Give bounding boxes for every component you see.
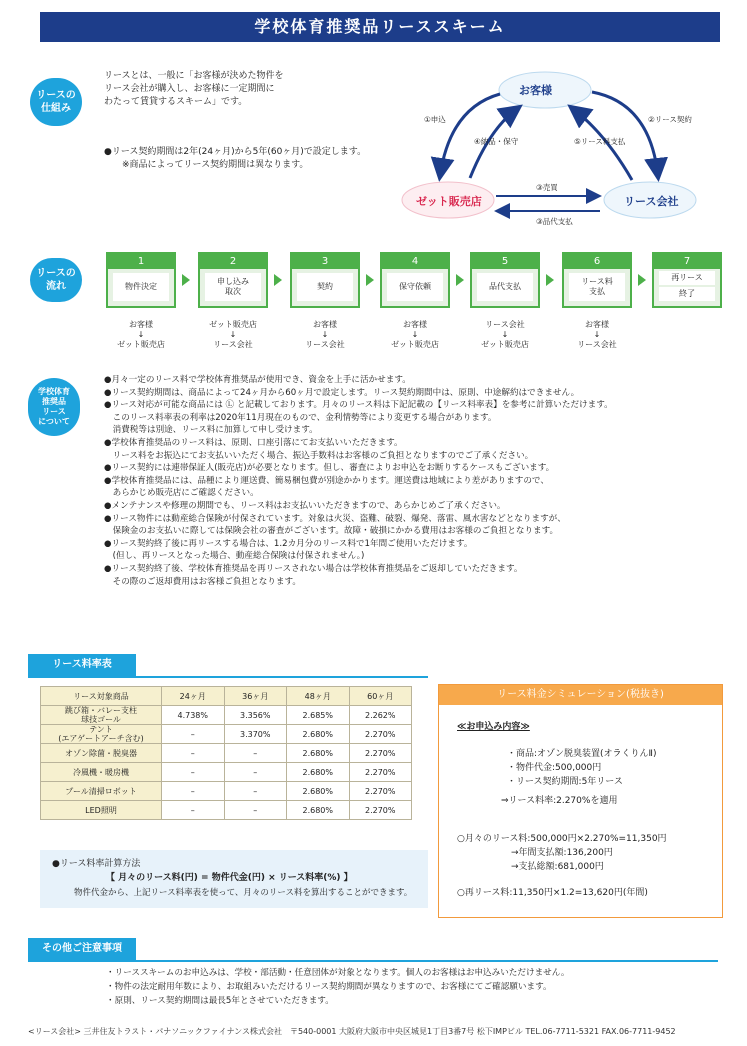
footer: <リース会社> 三井住友トラスト・パナソニックファイナンス株式会社 〒540-0001 大阪府大阪市中央区城見1丁目3番7号 松下IMPビル TEL.06-7711-5321 FAX.06-7711-9452	[28, 1027, 676, 1036]
flow-step-number: 1	[108, 254, 174, 269]
calc-heading: ●リース料率計算方法	[52, 859, 141, 869]
down-arrow-icon: ↓	[229, 330, 237, 339]
rate-value-cell: 2.680%	[287, 725, 350, 744]
rate-table-row	[41, 725, 412, 744]
about-item: その際のご返却費用はお客様ご負担となります。	[104, 576, 301, 587]
rate-calc-box	[40, 850, 428, 908]
about-item: ●月々一定のリース料で学校体育推奨品が使用でき、資金を上手に活かせます。	[104, 375, 411, 385]
flow-arrow-icon	[638, 274, 646, 286]
intro-line: リースとは、一般に「お客様が決めた物件を	[104, 71, 284, 81]
about-item: このリース料率表の利率は2020年11月現在のもので、金利情勢等により変更する場合があります。	[104, 412, 497, 423]
flow-step-parties	[290, 320, 360, 350]
rate-item-cell: LED照明	[41, 801, 162, 820]
flow-from: お客様	[129, 320, 153, 329]
rate-value-cell: –	[224, 763, 287, 782]
rate-header-cell: 60ヶ月	[349, 687, 412, 706]
lease-intro	[104, 70, 394, 109]
rate-value-cell: –	[162, 763, 225, 782]
flow-contract-label: ②リース契約	[648, 115, 692, 124]
rate-value-cell: –	[162, 744, 225, 763]
about-item: 保険金のお支払いに際しては保険会社の審査がございます。故障・破損にかかる費用はお客様のご負担となります。	[104, 526, 559, 537]
flow-contract-arrow	[592, 92, 658, 176]
lease-co-node: リース会社	[624, 195, 679, 208]
flow-arrow-icon	[274, 274, 282, 286]
customer-node: お客様	[519, 84, 552, 97]
rate-table-header-row	[41, 687, 412, 706]
simulation-rate: ⇒リース料率:2.270%を適用	[501, 796, 618, 806]
flow-step-label: 契約	[297, 273, 353, 301]
flow-payment-label: ⑤リース料支払	[574, 137, 626, 146]
rate-header-cell: リース対象商品	[41, 687, 162, 706]
rate-item-cell: テント (エアゲートアーチ含む)	[41, 725, 162, 744]
flow-arrow-icon	[546, 274, 554, 286]
flow-step-parties	[562, 320, 632, 350]
flow-arrow-icon	[456, 274, 464, 286]
rate-value-cell: 2.262%	[349, 706, 412, 725]
flow-arrow-icon	[366, 274, 374, 286]
flow-step	[106, 252, 176, 308]
about-item: ●リース対応が可能な商品には Ⓛ と記載しております。月々のリース料は下記記載の【リース料率表】を参考に計算いただけます。	[104, 400, 613, 411]
flow-step-label: 終了	[659, 287, 715, 301]
about-item: ●リース契約期間は、商品によって24ヶ月から60ヶ月で設定します。リース契約期間中は、原則、中途解約はできません。	[104, 387, 580, 398]
rate-value-cell: –	[224, 782, 287, 801]
simulation-annual: →年間支払額:136,200円	[511, 848, 613, 858]
simulation-title: リース料金シミュレーション(税抜き)	[439, 685, 722, 705]
flow-to: リース会社	[305, 340, 345, 349]
page-title: 学校体育推奨品リーススキーム	[40, 12, 720, 42]
rate-item-cell: プール清掃ロボット	[41, 782, 162, 801]
flow-step	[290, 252, 360, 308]
flow-step-parties	[470, 320, 540, 350]
flow-step-number: 7	[654, 254, 720, 269]
simulation-item: ・物件代金:500,000円	[507, 763, 602, 773]
calc-note: 物件代金から、上記リース料率表を使って、月々のリース料を算出することができます。	[74, 888, 413, 898]
flow-to: リース会社	[577, 340, 617, 349]
flow-from: お客様	[403, 320, 427, 329]
simulation-monthly: ○月々のリース料:500,000円×2.270%=11,350円	[457, 834, 667, 844]
lease-period-note: ※商品によってリース契約期間は異なります。	[122, 160, 309, 170]
rate-value-cell: 3.370%	[224, 725, 287, 744]
rate-table-tab: リース料率表	[28, 654, 136, 676]
flow-step-number: 4	[382, 254, 448, 269]
down-arrow-icon: ↓	[137, 330, 145, 339]
about-item: リース料をお振込にてお支払いいただく場合、振込手数料はお客様のご負担となりますのでご了承ください。	[104, 450, 534, 461]
rate-table-row	[41, 782, 412, 801]
rate-item-cell: 冷風機・暖房機	[41, 763, 162, 782]
flow-step-label: 物件決定	[113, 273, 169, 301]
dealer-node: ゼット販売店	[416, 195, 482, 208]
rate-header-cell: 36ヶ月	[224, 687, 287, 706]
flow-sale-label: ③売買	[536, 183, 558, 192]
flow-step	[562, 252, 632, 308]
rate-table-row	[41, 744, 412, 763]
notes-rule	[28, 960, 718, 962]
about-item: ●リース契約終了後に再リースする場合は、1.2カ月分のリース料で1年間ご使用いただけます。	[104, 538, 473, 549]
rate-header-cell: 48ヶ月	[287, 687, 350, 706]
flow-step-number: 5	[472, 254, 538, 269]
lease-flow-tag: リースの 流れ	[30, 258, 82, 302]
simulation-total: →支払総額:681,000円	[511, 862, 604, 872]
rate-item-cell: 跳び箱・バレー支柱 球技ゴール	[41, 706, 162, 725]
down-arrow-icon: ↓	[501, 330, 509, 339]
rate-value-cell: 2.680%	[287, 744, 350, 763]
flow-apply-label: ①申込	[424, 115, 446, 124]
rate-table-row	[41, 763, 412, 782]
flow-to: ゼット販売店	[481, 340, 529, 349]
lease-scheme-diagram	[400, 58, 730, 238]
down-arrow-icon: ↓	[411, 330, 419, 339]
rate-item-cell: オゾン除菌・脱臭器	[41, 744, 162, 763]
flow-step-label: 品代支払	[477, 273, 533, 301]
intro-line: リース会社が購入し、お客様に一定期間に	[104, 84, 275, 94]
about-lease-tag: 学校体育 推奨品 リース について	[28, 378, 80, 436]
rate-value-cell: 2.270%	[349, 763, 412, 782]
note-item: ・原則、リース契約期間は最長5年とさせていただきます。	[106, 996, 334, 1006]
flow-step	[380, 252, 450, 308]
rate-value-cell: –	[162, 725, 225, 744]
about-item: あらかじめ販売店にご確認ください。	[104, 488, 259, 499]
intro-line: わたって賃貸するスキーム」です。	[104, 97, 248, 107]
rate-table-row	[41, 706, 412, 725]
notes-list	[106, 966, 569, 1008]
flow-step-number: 3	[292, 254, 358, 269]
flow-step	[470, 252, 540, 308]
rate-table-row	[41, 801, 412, 820]
flow-from: お客様	[585, 320, 609, 329]
flow-delivery-label: ④納品・保守	[474, 137, 519, 146]
lease-mechanism-tag: リースの 仕組み	[30, 78, 82, 126]
rate-value-cell: 2.270%	[349, 782, 412, 801]
about-item: ●学校体育推奨品には、品種により運送費、簡易梱包費が別途かかります。運送費は地域により差がありますので、	[104, 475, 549, 486]
about-item: (但し、再リースとなった場合、動産総合保険は付保されません。)	[104, 551, 365, 562]
rate-value-cell: 3.356%	[224, 706, 287, 725]
about-item: ●メンテナンスや修理の期間でも、リース料はお支払いいただきますので、あらかじめご了承ください。	[104, 500, 506, 511]
rate-value-cell: –	[224, 801, 287, 820]
flow-step	[198, 252, 268, 308]
rate-value-cell: –	[162, 801, 225, 820]
rate-value-cell: 2.270%	[349, 744, 412, 763]
rate-table	[40, 686, 412, 820]
note-item: ・物件の法定耐用年数により、お取組みいただけるリース契約期間が異なりますので、お客様にてご確認願います。	[106, 982, 552, 992]
flow-to: ゼット販売店	[117, 340, 165, 349]
flow-to: ゼット販売店	[391, 340, 439, 349]
rate-value-cell: 2.680%	[287, 763, 350, 782]
calc-formula: 【 月々のリース料(円) = 物件代金(円) × リース料率(%) 】	[106, 873, 353, 883]
rate-value-cell: –	[162, 782, 225, 801]
down-arrow-icon: ↓	[321, 330, 329, 339]
flow-step-label: 保守依頼	[387, 273, 443, 301]
rate-value-cell: 2.270%	[349, 725, 412, 744]
simulation-item: ・リース契約期間:5年リース	[507, 777, 623, 787]
simulation-items	[507, 747, 657, 789]
rate-value-cell: 2.680%	[287, 782, 350, 801]
notes-tab: その他ご注意事項	[28, 938, 136, 960]
rate-value-cell: 2.685%	[287, 706, 350, 725]
flow-arrow-icon	[182, 274, 190, 286]
simulation-subtitle: ≪お申込み内容≫	[457, 722, 530, 732]
note-item: ・リーススキームのお申込みは、学校・部活動・任意団体が対象となります。個人のお客様はお申込みいただけません。	[106, 968, 570, 978]
rate-value-cell: 2.680%	[287, 801, 350, 820]
rate-value-cell: –	[224, 744, 287, 763]
flow-step-label: 申し込み 取次	[205, 273, 261, 301]
lease-period: ●リース契約期間は2年(24ヶ月)から5年(60ヶ月)で設定します。	[104, 147, 367, 157]
about-item: ●リース物件には動産総合保険が付保されています。対象は火災、盗難、破裂、爆発、落雷、風水害などとなりますが、	[104, 513, 566, 524]
flow-to: リース会社	[213, 340, 253, 349]
about-item: ●学校体育推奨品のリース料は、原則、口座引落にてお支払いいただきます。	[104, 437, 403, 448]
flow-from: リース会社	[485, 320, 525, 329]
rate-header-cell: 24ヶ月	[162, 687, 225, 706]
flow-step-parties	[106, 320, 176, 350]
flow-step	[652, 252, 722, 308]
flow-goods-payment-label: ③品代支払	[536, 217, 573, 226]
flow-step-label: 再リース	[659, 271, 715, 285]
flow-step-number: 6	[564, 254, 630, 269]
flow-from: お客様	[313, 320, 337, 329]
down-arrow-icon: ↓	[593, 330, 601, 339]
flow-step-parties	[198, 320, 268, 350]
flow-from: ゼット販売店	[209, 320, 257, 329]
about-item: ●リース契約には連帯保証人(販売店)が必要となります。但し、審査によりお申込をお断りするケースもございます。	[104, 463, 555, 474]
about-lease-list	[104, 374, 613, 588]
flow-step-parties	[380, 320, 450, 350]
flow-step-label: リース料 支払	[569, 273, 625, 301]
rate-value-cell: 4.738%	[162, 706, 225, 725]
simulation-item: ・商品:オゾン脱臭装置(オラくりんⅡ)	[507, 749, 657, 759]
flow-step-number: 2	[200, 254, 266, 269]
rate-table-rule	[28, 676, 428, 678]
simulation-box	[438, 684, 723, 918]
rate-value-cell: 2.270%	[349, 801, 412, 820]
about-item: ●リース契約終了後、学校体育推奨品を再リースされない場合は学校体育推奨品をご返却していただきます。	[104, 563, 523, 574]
about-item: 消費税等は別途、リース料に加算して申し受けます。	[104, 425, 318, 436]
simulation-relese: ○再リース料:11,350円×1.2=13,620円(年間)	[457, 888, 648, 898]
